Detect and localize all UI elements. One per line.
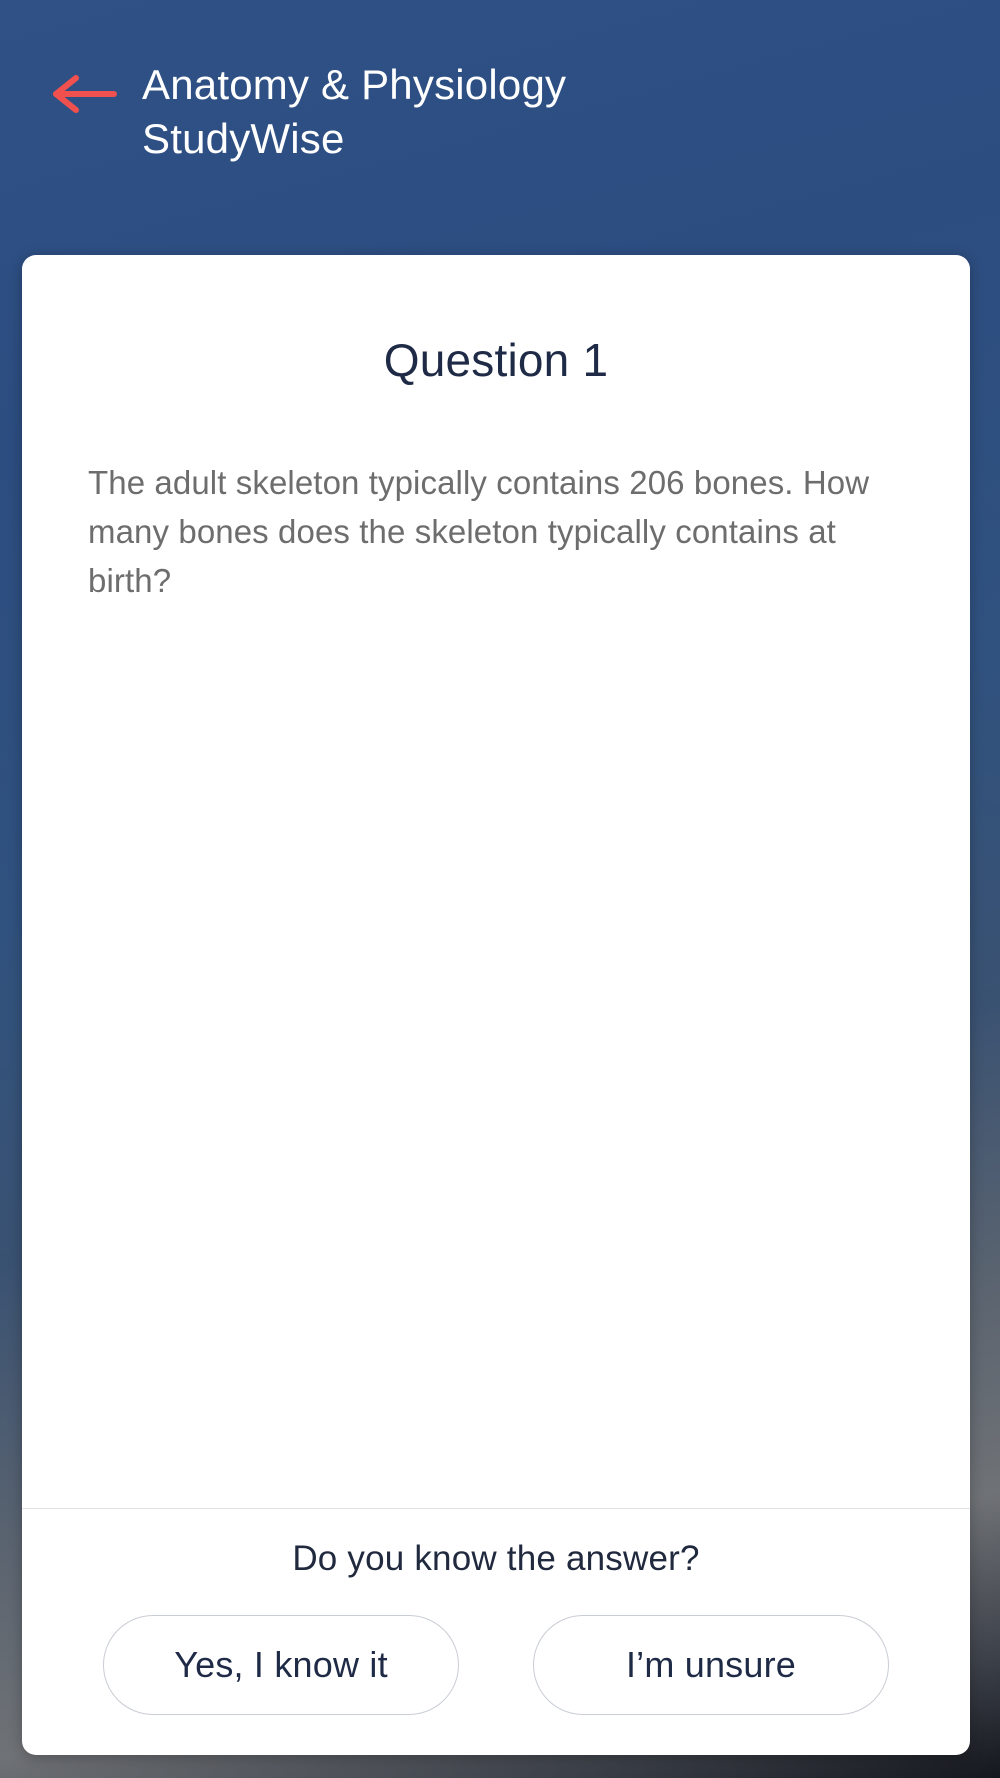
question-number-label: Question 1 — [383, 334, 609, 386]
know-it-button[interactable]: Yes, I know it — [103, 1615, 459, 1715]
unsure-button[interactable]: I’m unsure — [533, 1615, 889, 1715]
arrow-left-icon — [52, 74, 118, 114]
answer-footer — [22, 1508, 970, 1755]
question-card-body — [22, 255, 970, 1508]
answer-prompt: Do you know the answer? — [292, 1539, 700, 1578]
question-card — [22, 255, 970, 1755]
top-bar — [0, 0, 1000, 250]
answer-buttons — [22, 1615, 970, 1715]
question-text: The adult skeleton typically contains 206 bones. How many bones does the skeleton typically contains at birth? — [88, 464, 870, 599]
page-title: Anatomy & Physiology StudyWise — [142, 61, 567, 162]
back-button[interactable] — [30, 58, 140, 128]
